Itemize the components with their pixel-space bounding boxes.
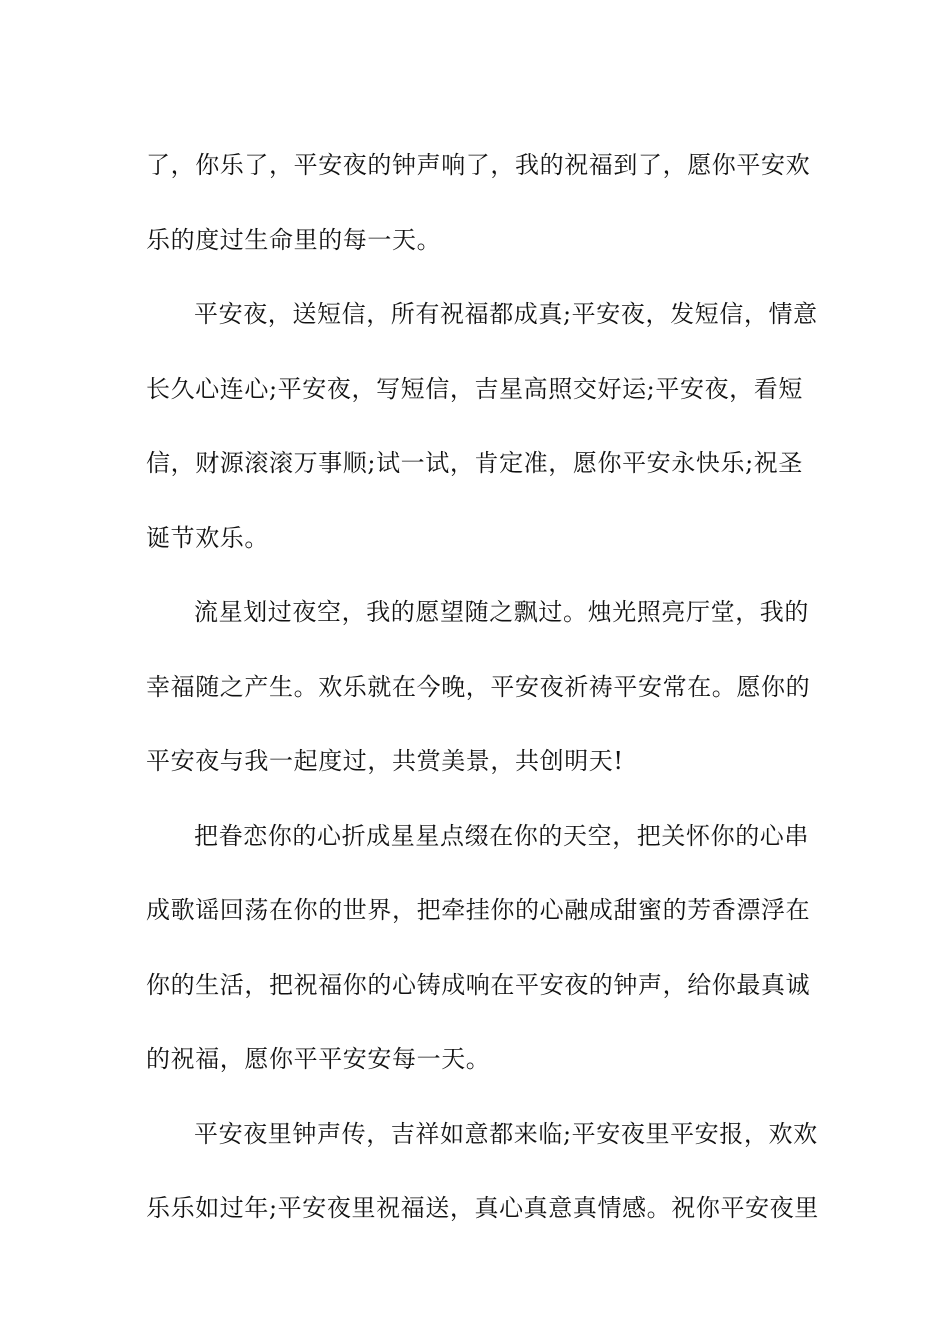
- text-line: 的祝福，愿你平平安安每一天。: [146, 1045, 491, 1073]
- paragraph-first-line: 平安夜里钟声传，吉祥如意都来临;平安夜里平安报，欢欢: [194, 1119, 818, 1148]
- text-line: 成歌谣回荡在你的世界，把牵挂你的心融成甜蜜的芳香漂浮在: [146, 896, 811, 924]
- text-line: 幸福随之产生。欢乐就在今晚，平安夜祈祷平安常在。愿你的: [146, 672, 811, 701]
- text-line: 你的生活，把祝福你的心铸成响在平安夜的钟声，给你最真诚: [146, 970, 811, 999]
- body-text: [146, 128, 819, 1246]
- text-line: 乐的度过生命里的每一天。: [146, 225, 442, 254]
- text-line: 诞节欢乐。: [146, 523, 269, 552]
- paragraph-first-line: 平安夜，送短信，所有祝福都成真;平安夜，发短信，情意: [194, 300, 818, 328]
- text-line: 长久心连心;平安夜，写短信，吉星高照交好运;平安夜，看短: [146, 374, 803, 403]
- text-line: 了，你乐了，平安夜的钟声响了，我的祝福到了，愿你平安欢: [146, 151, 811, 179]
- text-line: 乐乐如过年;平安夜里祝福送，真心真意真情感。祝你平安夜里: [146, 1194, 819, 1222]
- text-line: 信，财源滚滚万事顺;试一试，肯定准，愿你平安永快乐;祝圣: [146, 449, 803, 477]
- text-line: 平安夜与我一起度过，共赏美景，共创明天!: [146, 747, 624, 775]
- paragraph-first-line: 流星划过夜空，我的愿望随之飘过。烛光照亮厅堂，我的: [194, 598, 809, 626]
- paragraph-first-line: 把眷恋你的心折成星星点缀在你的天空，把关怀你的心串: [194, 821, 809, 850]
